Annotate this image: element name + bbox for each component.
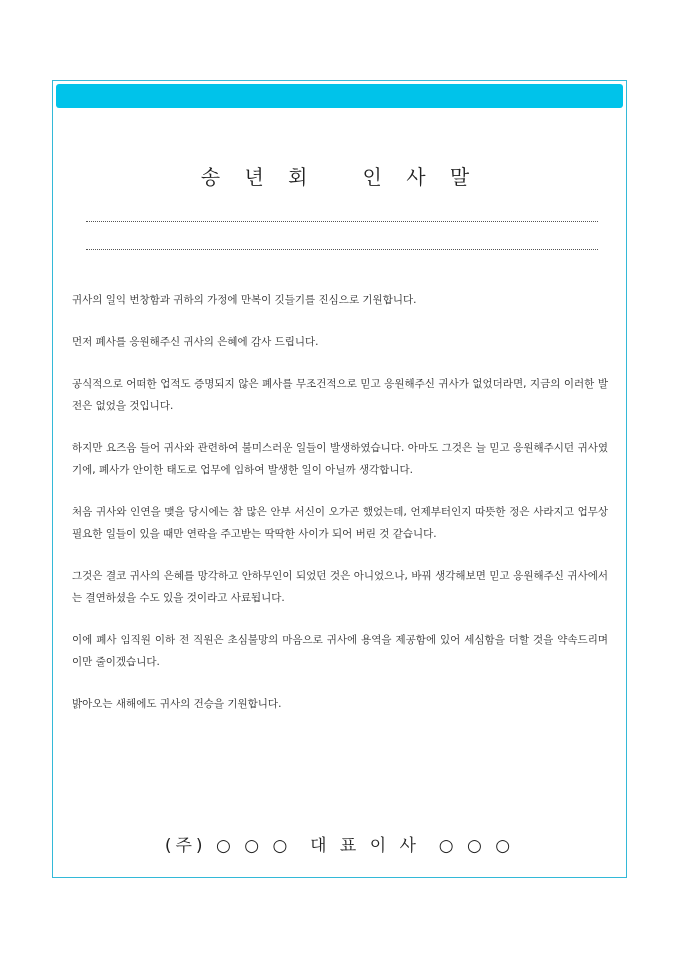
paragraph-4: 하지만 요즈음 들어 귀사와 관련하여 불미스러운 일들이 발생하였습니다. 아마도 그것은 늘 믿고 응원해주시던 귀사였기에, 폐사가 안이한 태도로 업무에 임하여 발생한 일이 아닐까 생각합니다.: [72, 442, 608, 476]
paragraph-8: 밝아오는 새해에도 귀사의 건승을 기원합니다.: [72, 698, 282, 710]
paragraph-1: 귀사의 일익 번창함과 귀하의 가정에 만복이 깃들기를 진심으로 기원합니다.: [72, 294, 417, 306]
dotted-divider-2: [86, 249, 598, 250]
paragraph-7: 이에 폐사 임직원 이하 전 직원은 초심불망의 마음으로 귀사에 용역을 제공함에 있어 세심함을 더할 것을 약속드리며 이만 줄이겠습니다.: [72, 634, 608, 668]
paragraph-6: 그것은 결코 귀사의 은혜를 망각하고 안하무인이 되었던 것은 아니었으나, 바꿔 생각해보면 믿고 응원해주신 귀사에서는 결연하셨을 수도 있을 것이라고 사료됩니다.: [72, 570, 608, 604]
header-bar: [56, 84, 623, 108]
paragraph-3: 공식적으로 어떠한 업적도 증명되지 않은 폐사를 무조건적으로 믿고 응원해주신 귀사가 없었더라면, 지금의 이러한 발전은 없었을 것입니다.: [72, 378, 608, 412]
paragraph-2: 먼저 폐사를 응원해주신 귀사의 은혜에 감사 드립니다.: [72, 336, 319, 348]
letter-title: 송 년 회 인 사 말: [200, 165, 479, 189]
paragraph-5: 처음 귀사와 인연을 맺을 당시에는 참 많은 안부 서신이 오가곤 했었는데, 언제부터인지 따뜻한 정은 사라지고 업무상 필요한 일들이 있을 때만 연락을 주고받는 딱딱한 사이가 되어 버린 것 같습니다.: [72, 506, 608, 540]
letter-body: [72, 289, 608, 735]
dotted-divider-1: [86, 221, 598, 222]
letter-frame: [52, 80, 627, 878]
signature-line: (주) ○ ○ ○ 대 표 이 사 ○ ○ ○: [164, 836, 515, 856]
